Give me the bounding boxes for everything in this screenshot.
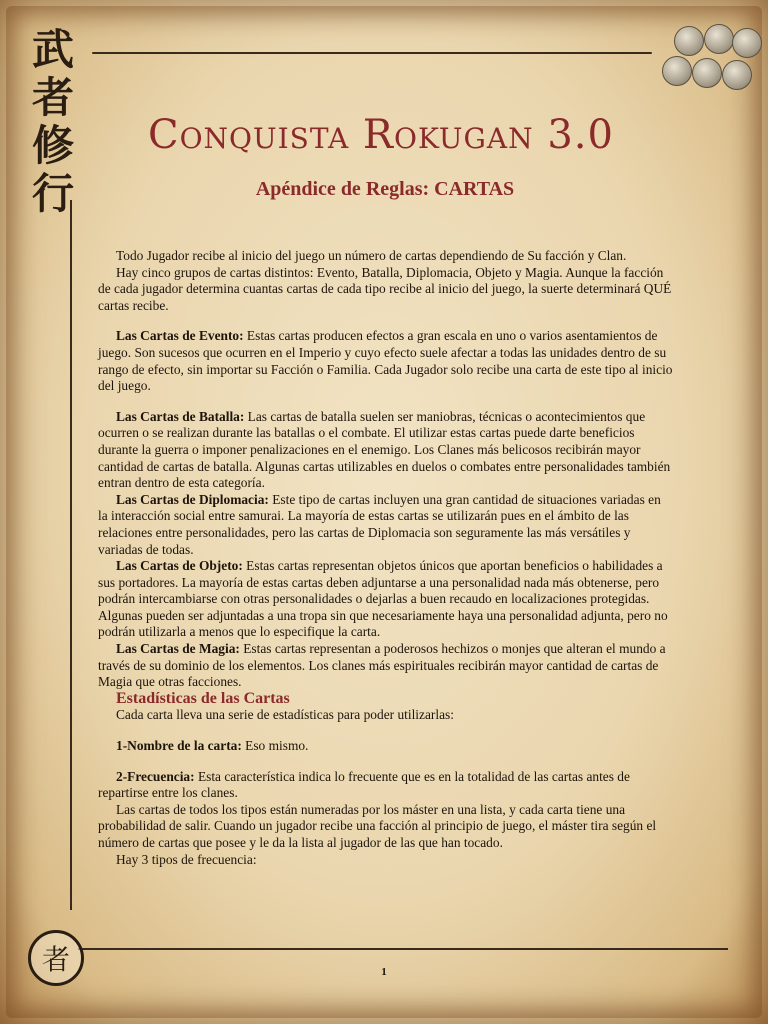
section-evento (98, 328, 673, 394)
stats-item-text: Eso mismo. (241, 738, 309, 754)
kanji-glyph: 者 (31, 73, 74, 122)
seal-icon (28, 930, 84, 986)
mon-crane-icon (674, 26, 704, 56)
top-brush-rule (92, 52, 652, 54)
section-text: Las cartas de batalla suelen ser maniobras, técnicas o acontecimientos que ocurren o se realizan durante las batallas o el combate. El utilizar estas cartas puede darte beneficios durante la guerra o imponer penalizaciones en el enemigo. Los Clanes más belicosos recibirán mayor cantidad de cartas de batalla. Algunas cartas utilizables en duelos o combates entre personalidades también entran dentro de esta categoría. (98, 408, 671, 491)
bottom-brush-rule (78, 948, 728, 950)
kanji-column (20, 26, 86, 218)
seal-glyph: 者 (41, 943, 70, 976)
section-label: Las Cartas de Objeto: (116, 558, 243, 574)
page-subtitle: Apéndice de Reglas: CARTAS (255, 178, 515, 200)
section-batalla (98, 409, 673, 492)
mon-phoenix-icon (722, 60, 752, 90)
spacer (98, 395, 673, 409)
section-label: Las Cartas de Diplomacia: (116, 491, 269, 507)
stats-item-label: 1-Nombre de la carta: (116, 738, 242, 754)
section-text: Estas cartas representan objetos únicos que aportan beneficios o habilidades a sus portadores. La mayoría de estas cartas deben adjuntarse a una personalidad nada más obtenerse, pero podrán intercambiarse con otras personalidades o dejarlas a buen recaudo en localizaciones protegidas. Algunas pueden ser adjuntadas a una tropa sin que necesariamente haya una personalidad adjunta, pero no podrán utilizarla a menos que lo especifique la carta. (98, 558, 668, 640)
kanji-glyph: 武 (31, 25, 74, 74)
stats-item-text: Esta característica indica lo frecuente que es en la totalidad de las cartas antes de repartirse entre los clanes. (98, 768, 630, 801)
section-text: Este tipo de cartas incluyen una gran cantidad de situaciones variadas en la interacción social entre samurai. La mayoría de estas cartas se utilizarán pues en el ámbito de las relaciones entre personalidades, pero las cartas de Diplomacia son seguramente las más versátiles y variadas de todas. (98, 491, 661, 557)
mon-lion-icon (692, 58, 722, 88)
stats-item-frecuencia (98, 769, 673, 802)
frecuencia-paragraph: Hay 3 tipos de frecuencia: (116, 851, 257, 867)
section-text: Estas cartas producen efectos a gran escala en uno o varios asentamientos de juego. Son sucesos que ocurren en el Imperio y cuyo efecto suele afectar a todas las unidades dentro de su rango de efecto, sin importar su Facción o Familia. Cada Jugador solo recibe una carta de este tipo al inicio del juego. (98, 328, 673, 394)
section-label: Las Cartas de Batalla: (116, 408, 245, 424)
spacer (98, 314, 673, 328)
mon-dragon-icon (704, 24, 734, 54)
mon-crab-icon (662, 56, 692, 86)
stats-intro: Cada carta lleva una serie de estadísticas para poder utilizarlas: (116, 707, 454, 723)
page-title: Conquista Rokugan 3.0 (148, 112, 614, 158)
intro-paragraph: Todo Jugador recibe al inicio del juego un número de cartas dependiendo de Su facción y Clan. (116, 248, 627, 263)
spacer (98, 755, 673, 769)
document-body (98, 248, 673, 868)
section-magia (98, 641, 673, 691)
stats-item-nombre (98, 738, 673, 755)
section-label: Las Cartas de Magia: (116, 641, 240, 657)
section-label: Las Cartas de Evento: (116, 328, 244, 344)
kanji-glyph: 行 (31, 169, 74, 218)
left-brush-rule (70, 200, 72, 910)
section-text: Estas cartas representan a poderosos hechizos o monjes que alteran el mundo a través de su dominio de los elementos. Los clanes más espirituales recibirán mayor cantidad de cartas de Magia que otras facciones. (98, 641, 666, 690)
spacer (98, 724, 673, 738)
kanji-glyph: 修 (31, 121, 74, 170)
section-diplomacia (98, 492, 673, 558)
stats-item-label: 2-Frecuencia: (116, 768, 195, 784)
frecuencia-paragraph: Las cartas de todos los tipos están numeradas por los máster en una lista, y cada carta tiene una probabilidad de salir. Cuando un jugador recibe una facción al principio de juego, el máster tira según el número de cartas que posee y le da la lista al jugador de las que han tocado. (98, 801, 657, 850)
section-objeto (98, 558, 673, 641)
mon-scorpion-icon (732, 28, 762, 58)
stats-heading: Estadísticas de las Cartas (116, 689, 290, 707)
intro-paragraph: Hay cinco grupos de cartas distintos: Evento, Batalla, Diplomacia, Objeto y Magia. Aunque la facción de cada jugador determina cuantas cartas de cada tipo recibe al inicio del juego, la suerte determinará QUÉ cartas recibe. (98, 264, 672, 313)
clan-mon-cluster (660, 24, 760, 104)
page-number: 1 (381, 966, 387, 978)
